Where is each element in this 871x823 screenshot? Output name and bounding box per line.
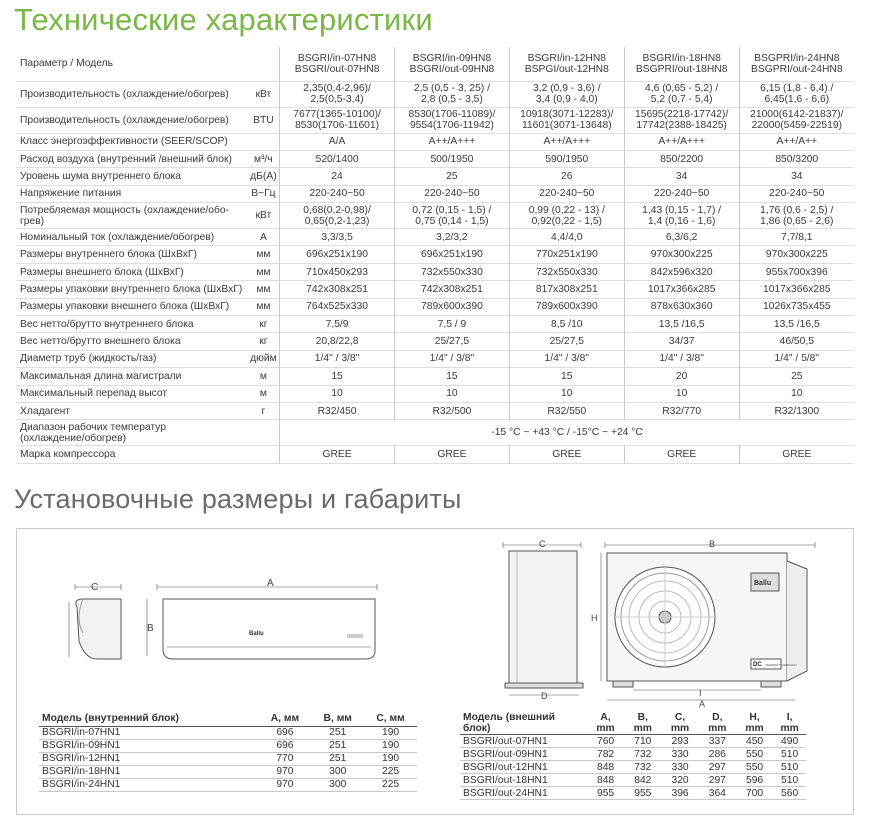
- indoor-table-header: A, мм: [259, 712, 312, 726]
- spec-row: [16, 107, 854, 133]
- outdoor-table-cell: 286: [699, 748, 736, 761]
- spec-header-model: BSGRI/in-18HN8 BSGPRI/out-18HN8: [624, 47, 739, 81]
- spec-value: 2,35(0,4-2,96)/ 2,5(0,5-3,4): [280, 81, 395, 107]
- spec-value: 850/2200: [624, 150, 739, 167]
- spec-value: 878x630x360: [624, 298, 739, 315]
- indoor-label-a: A: [267, 578, 274, 589]
- spec-value: 696x251x190: [280, 246, 395, 263]
- indoor-table-cell: 770: [259, 752, 312, 765]
- spec-param: Размеры упаковки внешнего блока (ШхВхГ): [20, 301, 230, 313]
- outdoor-table-cell: 510: [773, 748, 806, 761]
- spec-value: 10: [739, 385, 854, 402]
- spec-value: 1/4" / 3/8": [395, 350, 510, 367]
- dc-inverter-badge: DC: [753, 662, 762, 668]
- spec-value: 6,3/6,2: [624, 229, 739, 246]
- indoor-table-cell: 696: [259, 726, 312, 739]
- spec-row: [16, 81, 854, 107]
- spec-value: 25/27,5: [395, 333, 510, 350]
- spec-value: 8530(1706-11089)/ 9554(1706-11942): [395, 107, 510, 133]
- drawings-panel: [16, 528, 854, 815]
- spec-header-model: BSGRI/in-09HN8 BSGRI/out-09HN8: [395, 47, 510, 81]
- spec-value: 15: [395, 368, 510, 385]
- spec-value: A++/A++: [739, 133, 854, 150]
- spec-value: 590/1950: [509, 150, 624, 167]
- outdoor-table-cell: 550: [736, 761, 773, 774]
- spec-value: 7,7/8,1: [739, 229, 854, 246]
- spec-header-model: BSGRI/in-07HN8 BSGRI/out-07HN8: [280, 47, 395, 81]
- indoor-label-b: B: [147, 623, 154, 634]
- spec-value: 220-240~50: [509, 185, 624, 202]
- spec-row: [16, 203, 854, 229]
- outdoor-table-row: [460, 774, 806, 787]
- spec-value: 817x308x251: [509, 281, 624, 298]
- indoor-table-cell: BSGRI/in-24HN1: [39, 778, 259, 791]
- outdoor-label-c: C: [539, 539, 546, 549]
- spec-value: 3,3/3,5: [280, 229, 395, 246]
- spec-unit: мм: [256, 249, 271, 261]
- indoor-table-cell: 251: [311, 752, 364, 765]
- outdoor-unit-drawing: [495, 535, 835, 710]
- indoor-table-cell: BSGRI/in-07HN1: [39, 726, 259, 739]
- outdoor-table-cell: 510: [773, 774, 806, 787]
- spec-row: [16, 246, 854, 263]
- spec-row: [16, 281, 854, 298]
- spec-value: 732x550x330: [395, 263, 510, 280]
- indoor-table-cell: 696: [259, 739, 312, 752]
- spec-value: 220-240~50: [739, 185, 854, 202]
- spec-value: 13,5 /16,5: [739, 316, 854, 333]
- outdoor-label-h: H: [591, 613, 598, 623]
- spec-value: 15: [280, 368, 395, 385]
- spec-value: 1,43 (0,15 - 1,7) / 1,4 (0,16 - 1,6): [624, 203, 739, 229]
- outdoor-table-row: [460, 787, 806, 800]
- spec-unit: м: [259, 388, 267, 400]
- outdoor-table-cell: BSGRI/out-09HN1: [460, 748, 587, 761]
- spec-value: 13,5 /16,5: [624, 316, 739, 333]
- outdoor-brand-logo: Ballu: [754, 580, 772, 587]
- spec-unit: кг: [259, 318, 268, 330]
- spec-value: 770x251x190: [509, 246, 624, 263]
- outdoor-table-cell: 732: [624, 748, 661, 761]
- spec-param: Вес нетто/брутто внутреннего блока: [20, 318, 194, 330]
- outdoor-table-header: B, mm: [624, 712, 661, 735]
- spec-value: 10: [509, 385, 624, 402]
- spec-value: 25: [395, 168, 510, 185]
- spec-value: 850/3200: [739, 150, 854, 167]
- spec-value: 7677(1365-10100)/ 8530(1706-11601): [280, 107, 395, 133]
- spec-value: 789x600x390: [395, 298, 510, 315]
- spec-value: 20,8/22,8: [280, 333, 395, 350]
- spec-value: 3,2 (0,9 - 3,6) / 3,4 (0,9 - 4,0): [509, 81, 624, 107]
- spec-row: [16, 150, 854, 167]
- section-title: Установочные размеры и габариты: [14, 484, 462, 514]
- spec-value: 955x700x396: [739, 263, 854, 280]
- spec-value: 3,2/3,2: [395, 229, 510, 246]
- outdoor-table-cell: 955: [587, 787, 624, 800]
- spec-value: 34: [624, 168, 739, 185]
- outdoor-table-header: H, mm: [736, 712, 773, 735]
- spec-row: [16, 185, 854, 202]
- spec-value: 789x600x390: [509, 298, 624, 315]
- spec-value: 8,5 /10: [509, 316, 624, 333]
- outdoor-table-cell: 490: [773, 735, 806, 748]
- spec-row: [16, 333, 854, 350]
- spec-value: 842x596x320: [624, 263, 739, 280]
- spec-value: 0,99 (0,22 - 13) / 0,92(0,22 - 1,5): [509, 203, 624, 229]
- spec-unit: А: [259, 231, 267, 243]
- indoor-table-cell: 970: [259, 765, 312, 778]
- spec-value: 25: [739, 368, 854, 385]
- outdoor-table-cell: BSGRI/out-12HN1: [460, 761, 587, 774]
- spec-value: 500/1950: [395, 150, 510, 167]
- spec-value: GREE: [280, 446, 395, 463]
- spec-value: 4,6 (0,65 - 5,2) / 5,2 (0,7 - 5,4): [624, 81, 739, 107]
- outdoor-table-cell: 330: [661, 748, 698, 761]
- spec-value: 1/4" / 3/8": [280, 350, 395, 367]
- outdoor-table-cell: 337: [699, 735, 736, 748]
- spec-value: 1/4" / 3/8": [509, 350, 624, 367]
- spec-unit: мм: [256, 266, 271, 278]
- spec-value: 970x300x225: [624, 246, 739, 263]
- outdoor-table-cell: 700: [736, 787, 773, 800]
- outdoor-table-cell: BSGRI/out-24HN1: [460, 787, 587, 800]
- spec-value: 220-240~50: [395, 185, 510, 202]
- outdoor-label-b: B: [709, 539, 716, 549]
- spec-unit: г: [261, 405, 266, 417]
- indoor-table-row: [39, 778, 417, 791]
- spec-value: R32/500: [395, 402, 510, 419]
- indoor-table-row: [39, 726, 417, 739]
- outdoor-table-cell: 297: [699, 761, 736, 774]
- outdoor-label-i: I: [699, 688, 702, 698]
- spec-header-param: Параметр / Модель: [20, 58, 114, 70]
- spec-value: 34: [739, 168, 854, 185]
- outdoor-table-cell: 955: [624, 787, 661, 800]
- spec-value: GREE: [739, 446, 854, 463]
- spec-value: 0,72 (0,15 - 1,5) / 0,75 (0,14 - 1,5): [395, 203, 510, 229]
- spec-param: Номинальный ток (охлаждение/обогрев): [20, 231, 215, 243]
- spec-value: 0,68(0,2-0,98)/ 0,65(0,2-1,23): [280, 203, 395, 229]
- spec-value: GREE: [395, 446, 510, 463]
- spec-value: 1/4" / 3/8": [624, 350, 739, 367]
- spec-value: 10: [395, 385, 510, 402]
- spec-row-temp-range: [16, 420, 854, 446]
- outdoor-table-header: D, mm: [699, 712, 736, 735]
- spec-row: [16, 263, 854, 280]
- spec-value: A++/A+++: [624, 133, 739, 150]
- spec-unit: кг: [259, 336, 268, 348]
- spec-row: [16, 133, 854, 150]
- spec-value: R32/770: [624, 402, 739, 419]
- spec-param: Максимальный перепад высот: [20, 388, 168, 400]
- spec-param: Уровень шума внутреннего блока: [20, 170, 181, 182]
- outdoor-label-d: D: [541, 691, 548, 701]
- indoor-table-cell: 190: [364, 752, 417, 765]
- outdoor-table-header: A, mm: [587, 712, 624, 735]
- spec-header-row: [16, 47, 854, 81]
- spec-value: 696x251x190: [395, 246, 510, 263]
- spec-value: A/A: [280, 133, 395, 150]
- outdoor-table-cell: 320: [661, 774, 698, 787]
- spec-value: 1/4" / 5/8": [739, 350, 854, 367]
- spec-row: [16, 350, 854, 367]
- dc-inverter-text: INVERTER TECHNOLOGY: [765, 664, 797, 667]
- spec-value: 7,5 / 9: [395, 316, 510, 333]
- spec-value: 520/1400: [280, 150, 395, 167]
- outdoor-table-cell: 396: [661, 787, 698, 800]
- indoor-table-header: B, мм: [311, 712, 364, 726]
- outdoor-table-header: C, mm: [661, 712, 698, 735]
- spec-value: 710x450x293: [280, 263, 395, 280]
- spec-value: 10918(3071-12283)/ 11601(3071-13648): [509, 107, 624, 133]
- spec-value: 742x308x251: [395, 281, 510, 298]
- outdoor-table-row: [460, 735, 806, 748]
- outdoor-dimensions-table: [460, 712, 806, 800]
- spec-param: Размеры упаковки внутреннего блока (ШхВхГ): [20, 283, 243, 295]
- outdoor-table-cell: 782: [587, 748, 624, 761]
- spec-value: 24: [280, 168, 395, 185]
- spec-param: Хладагент: [20, 405, 70, 417]
- spec-unit: м³/ч: [254, 153, 273, 165]
- spec-value: 21000(6142-21837)/ 22000(5459-22519): [739, 107, 854, 133]
- spec-row: [16, 368, 854, 385]
- spec-value: 970x300x225: [739, 246, 854, 263]
- spec-unit: мм: [256, 283, 271, 295]
- spec-row: [16, 316, 854, 333]
- spec-unit: кВт: [255, 210, 272, 222]
- outdoor-table-cell: BSGRI/out-18HN1: [460, 774, 587, 787]
- indoor-table-row: [39, 739, 417, 752]
- indoor-table-cell: 300: [311, 765, 364, 778]
- spec-value: A++/A+++: [395, 133, 510, 150]
- indoor-table-cell: 190: [364, 739, 417, 752]
- indoor-label-c: C: [91, 582, 99, 593]
- spec-value: 34/37: [624, 333, 739, 350]
- indoor-table-header: Модель (внутренний блок): [39, 712, 259, 726]
- outdoor-table-cell: 560: [773, 787, 806, 800]
- spec-unit: [248, 446, 280, 463]
- spec-param: Марка компрессора: [20, 449, 116, 461]
- spec-table: [16, 47, 854, 464]
- indoor-table-cell: 190: [364, 726, 417, 739]
- spec-value: 732x550x330: [509, 263, 624, 280]
- outdoor-table-header: I, mm: [773, 712, 806, 735]
- spec-value: 26: [509, 168, 624, 185]
- spec-value: GREE: [509, 446, 624, 463]
- spec-value: 220-240~50: [280, 185, 395, 202]
- spec-row: [16, 402, 854, 419]
- spec-value: 220-240~50: [624, 185, 739, 202]
- spec-value: GREE: [624, 446, 739, 463]
- spec-value: 20: [624, 368, 739, 385]
- spec-row: [16, 229, 854, 246]
- outdoor-table-cell: 710: [624, 735, 661, 748]
- spec-param: Диаметр труб (жидкость/газ): [20, 353, 157, 365]
- spec-value: 764x525x330: [280, 298, 395, 315]
- indoor-table-cell: BSGRI/in-18HN1: [39, 765, 259, 778]
- spec-value: 1017x366x285: [624, 281, 739, 298]
- outdoor-table-cell: 732: [624, 761, 661, 774]
- outdoor-table-cell: 293: [661, 735, 698, 748]
- outdoor-table-cell: 330: [661, 761, 698, 774]
- indoor-unit-drawing: [17, 529, 417, 679]
- indoor-table-cell: 300: [311, 778, 364, 791]
- spec-unit: В~Гц: [251, 188, 276, 200]
- spec-value: 15695(2218-17742)/ 17742(2388-18425): [624, 107, 739, 133]
- indoor-table-cell: 225: [364, 778, 417, 791]
- spec-param: Расход воздуха (внутренний /внешний блок): [20, 153, 232, 165]
- indoor-table-cell: 225: [364, 765, 417, 778]
- spec-value-span: -15 °C ~ +43 °C / -15°C ~ +24 °C: [280, 420, 854, 446]
- spec-unit: [248, 420, 280, 446]
- outdoor-table-row: [460, 748, 806, 761]
- spec-value: 2,5 (0,5 - 3, 25) / 2,8 (0,5 - 3,5): [395, 81, 510, 107]
- spec-row: [16, 298, 854, 315]
- outdoor-table-cell: 550: [736, 748, 773, 761]
- spec-header-unit: [248, 47, 280, 81]
- indoor-brand-logo: Ballu: [249, 631, 264, 637]
- spec-param: Производительность (охлаждение/обогрев): [20, 114, 229, 126]
- spec-value: 7,5/9: [280, 316, 395, 333]
- spec-value: 1017x366x285: [739, 281, 854, 298]
- spec-param: Производительность (охлаждение/обогрев): [20, 88, 229, 100]
- page-title: Технические характеристики: [14, 2, 433, 37]
- spec-unit: дюйм: [250, 353, 277, 365]
- indoor-table-cell: BSGRI/in-12HN1: [39, 752, 259, 765]
- spec-param: Класс энергоэффективности (SEER/SCOP): [20, 136, 228, 148]
- spec-unit: мм: [256, 301, 271, 313]
- indoor-table-header: C, мм: [364, 712, 417, 726]
- spec-unit: м: [259, 370, 267, 382]
- outdoor-table-cell: 842: [624, 774, 661, 787]
- outdoor-table-cell: BSGRI/out-07HN1: [460, 735, 587, 748]
- spec-value: A++/A+++: [509, 133, 624, 150]
- outdoor-table-header: Модель (внешний блок): [460, 712, 587, 735]
- spec-value: 25/27,5: [509, 333, 624, 350]
- spec-value: 4,4/4,0: [509, 229, 624, 246]
- spec-unit: кВт: [255, 88, 272, 100]
- spec-row: [16, 385, 854, 402]
- outdoor-table-cell: 760: [587, 735, 624, 748]
- outdoor-label-a: A: [699, 699, 706, 709]
- spec-row: [16, 168, 854, 185]
- indoor-table-cell: 970: [259, 778, 312, 791]
- spec-value: 10: [280, 385, 395, 402]
- spec-header-model: BSGPRI/in-24HN8 BSGPRI/out-24HN8: [739, 47, 854, 81]
- spec-unit: BTU: [253, 114, 274, 126]
- spec-value: R32/450: [280, 402, 395, 419]
- outdoor-table-row: [460, 761, 806, 774]
- outdoor-table-cell: 848: [587, 774, 624, 787]
- spec-unit: дБ(А): [250, 170, 277, 182]
- spec-header-model: BSGRI/in-12HN8 BSPGI/out-12HN8: [509, 47, 624, 81]
- spec-param: Диапазон рабочих температур (охлаждение/обогрев): [20, 421, 167, 444]
- spec-param: Максимальная длина магистрали: [20, 370, 182, 382]
- spec-value: R32/1300: [739, 402, 854, 419]
- spec-param: Напряжение питания: [20, 188, 122, 200]
- spec-param: Размеры внешнего блока (ШхВхГ): [20, 266, 184, 278]
- spec-value: R32/550: [509, 402, 624, 419]
- spec-value: 10: [624, 385, 739, 402]
- spec-row-compressor: [16, 446, 854, 463]
- outdoor-table-cell: 297: [699, 774, 736, 787]
- spec-value: 742x308x251: [280, 281, 395, 298]
- outdoor-table-cell: 596: [736, 774, 773, 787]
- indoor-table-cell: 251: [311, 726, 364, 739]
- spec-value: 1026x735x455: [739, 298, 854, 315]
- indoor-table-cell: BSGRI/in-09HN1: [39, 739, 259, 752]
- spec-param: Потребляемая мощность (охлаждение/обо- грев): [20, 204, 230, 227]
- indoor-table-row: [39, 752, 417, 765]
- indoor-dimensions-table: [39, 712, 417, 792]
- spec-unit: [248, 133, 280, 150]
- outdoor-table-cell: 510: [773, 761, 806, 774]
- spec-value: 6,15 (1,8 - 6,4) / 6,45(1,6 - 6,6): [739, 81, 854, 107]
- spec-param: Размеры внутреннего блока (ШхВхГ): [20, 249, 197, 261]
- outdoor-table-cell: 364: [699, 787, 736, 800]
- spec-param: Вес нетто/брутто внешнего блока: [20, 336, 181, 348]
- spec-value: 46/50,5: [739, 333, 854, 350]
- spec-value: 15: [509, 368, 624, 385]
- indoor-table-row: [39, 765, 417, 778]
- outdoor-table-cell: 848: [587, 761, 624, 774]
- spec-value: 1,76 (0,6 - 2,5) / 1,86 (0,65 - 2,6): [739, 203, 854, 229]
- outdoor-table-cell: 450: [736, 735, 773, 748]
- indoor-table-cell: 251: [311, 739, 364, 752]
